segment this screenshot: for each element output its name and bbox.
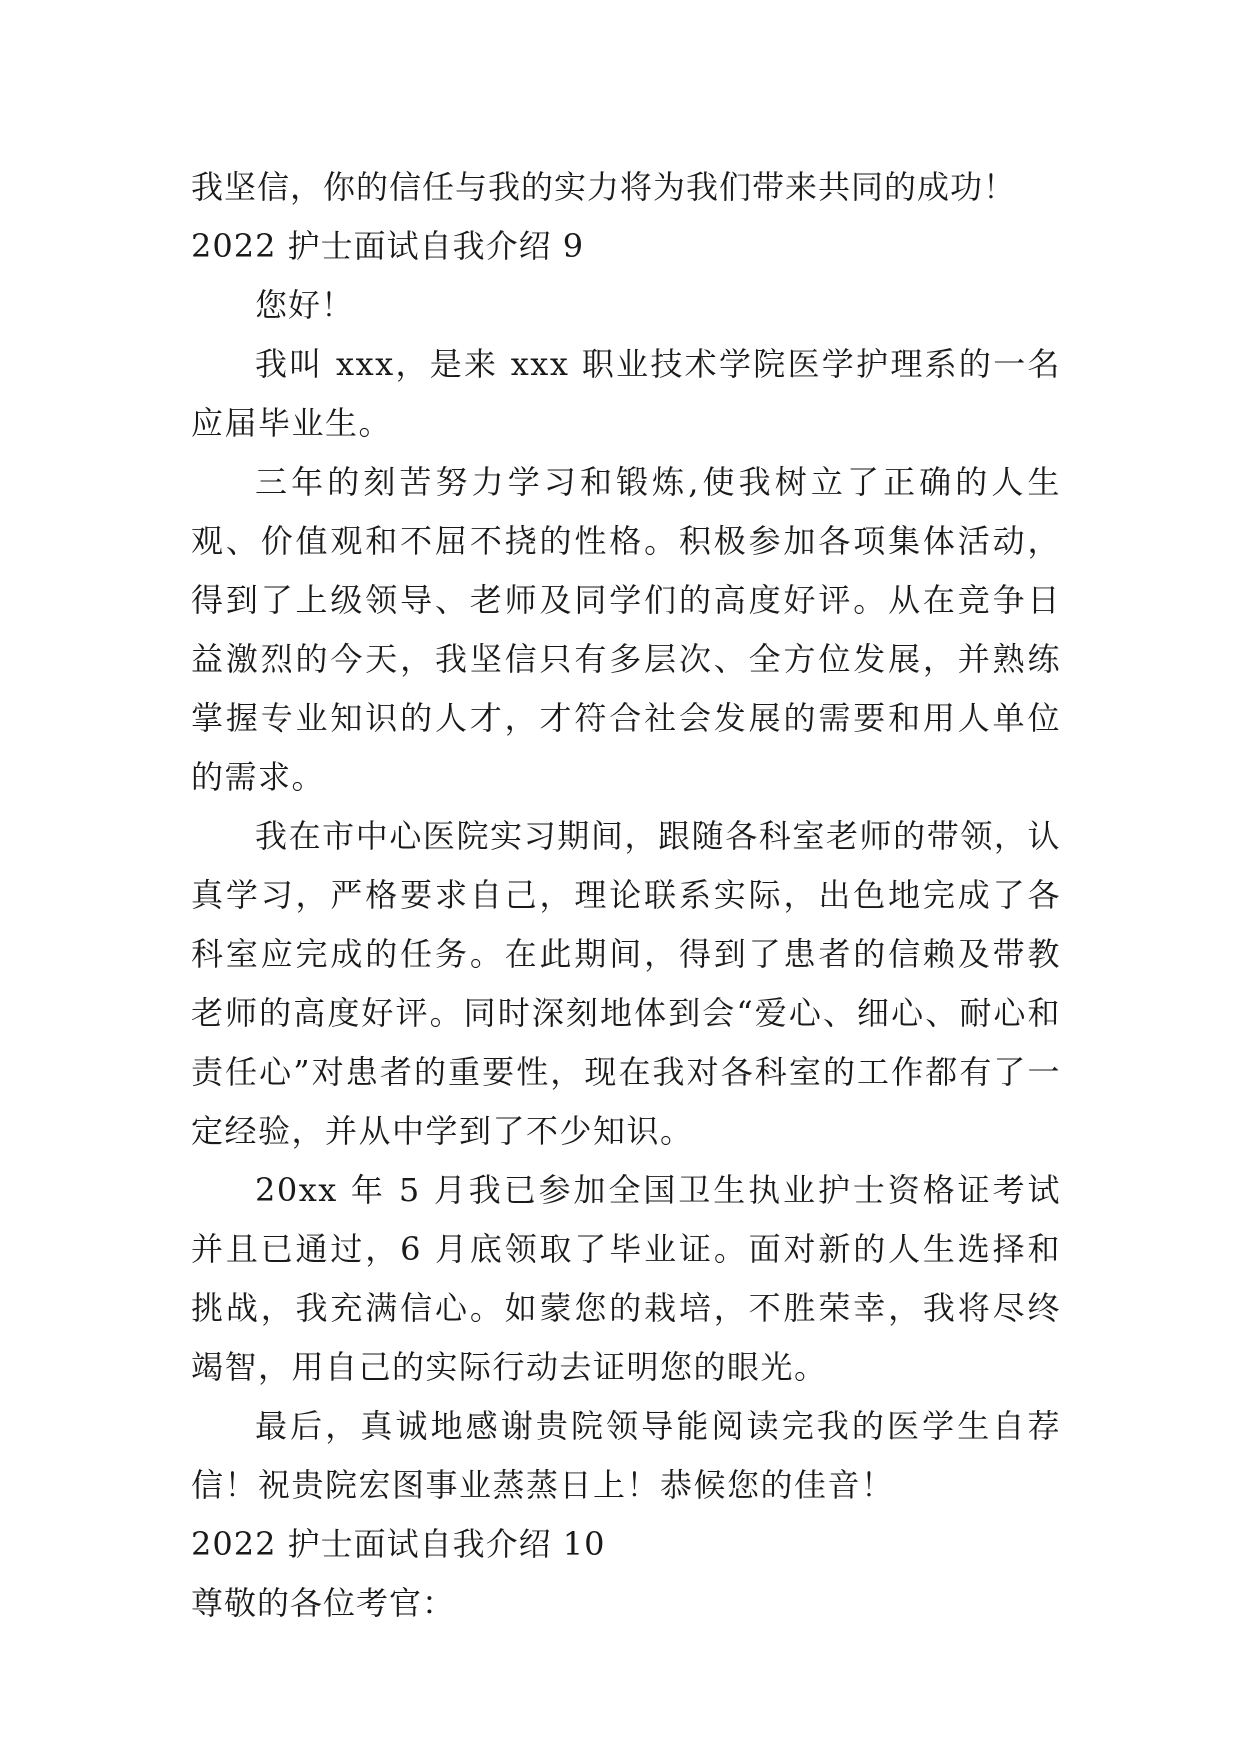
section-9-paragraph-5: 最后，真诚地感谢贵院领导能阅读完我的医学生自荐信！祝贵院宏图事业蒸蒸日上！恭候您的佳音！ [191,1407,1061,1504]
section-9-heading: 2022 护士面试自我介绍 9 [191,227,585,265]
section-9-paragraph-4: 20xx 年 5 月我已参加全国卫生执业护士资格证考试并且已通过，6 月底领取了毕业证。面对新的人生选择和挑战，我充满信心。如蒙您的栽培，不胜荣幸，我将尽终竭智，用自己的实际行动去证明您的眼光。 [191,1171,1061,1386]
section-10-greeting: 尊敬的各位考官： [191,1584,456,1622]
document-page [191,158,1061,1633]
section-9-paragraph-3: 我在市中心医院实习期间，跟随各科室老师的带领，认真学习，严格要求自己，理论联系实际，出色地完成了各科室应完成的任务。在此期间，得到了患者的信赖及带教老师的高度好评。同时深刻地体到会“爱心、细心、耐心和责任心”对患者的重要性，现在我对各科室的工作都有了一定经验，并从中学到了不少知识。 [191,817,1061,1150]
intro-tail-text: 我坚信，你的信任与我的实力将为我们带来共同的成功！ [191,168,1017,206]
section-9-paragraph-1: 我叫 xxx，是来 xxx 职业技术学院医学护理系的一名应届毕业生。 [191,345,1061,442]
section-9-paragraph-2: 三年的刻苦努力学习和锻炼,使我树立了正确的人生观、价值观和不屈不挠的性格。积极参加各项集体活动，得到了上级领导、老师及同学们的高度好评。从在竞争日益激烈的今天，我坚信只有多层次、全方位发展，并熟练掌握专业知识的人才，才符合社会发展的需要和用人单位的需求。 [191,463,1061,796]
section-10-heading: 2022 护士面试自我介绍 10 [191,1525,606,1563]
section-9-greeting: 您好！ [255,286,355,324]
